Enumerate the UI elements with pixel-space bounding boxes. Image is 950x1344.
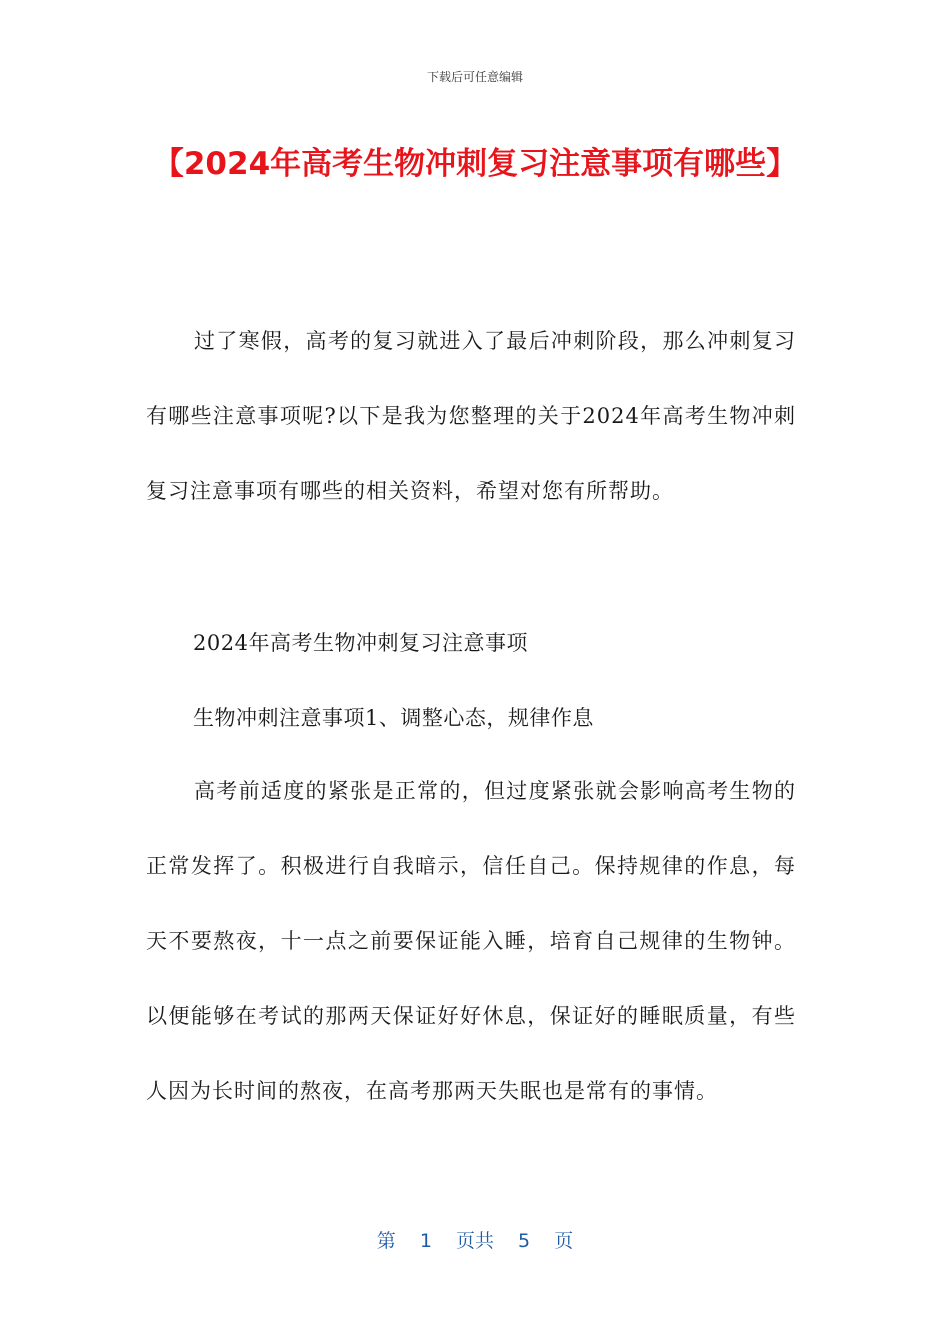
footer-current-page: 1 — [419, 1230, 432, 1252]
footer-total-pages: 5 — [518, 1230, 531, 1252]
document-title: 【2024年高考生物冲刺复习注意事项有哪些】 — [152, 146, 798, 182]
footer-suffix: 页 — [554, 1230, 574, 1252]
footer-middle: 页共 — [455, 1230, 494, 1252]
page-footer — [0, 1226, 950, 1253]
intro-paragraph: 过了寒假，高考的复习就进入了最后冲刺阶段，那么冲刺复习有哪些注意事项呢?以下是我为您整理的关于2024年高考生物冲刺复习注意事项有哪些的相关资料，希望对您有所帮助。 — [146, 329, 796, 503]
body-paragraph: 高考前适度的紧张是正常的，但过度紧张就会影响高考生物的正常发挥了。积极进行自我暗示，信任自己。保持规律的作息，每天不要熬夜，十一点之前要保证能入睡，培育自己规律的生物钟。以便能够在考试的那两天保证好好休息，保证好的睡眠质量，有些人因为长时间的熬夜，在高考那两天失眠也是常有的事情。 — [146, 779, 796, 1103]
item-heading: 生物冲刺注意事项1、调整心态，规律作息 — [193, 706, 594, 730]
footer-prefix: 第 — [376, 1230, 396, 1252]
section-heading: 2024年高考生物冲刺复习注意事项 — [193, 631, 528, 655]
header-note: 下载后可任意编辑 — [426, 70, 523, 84]
